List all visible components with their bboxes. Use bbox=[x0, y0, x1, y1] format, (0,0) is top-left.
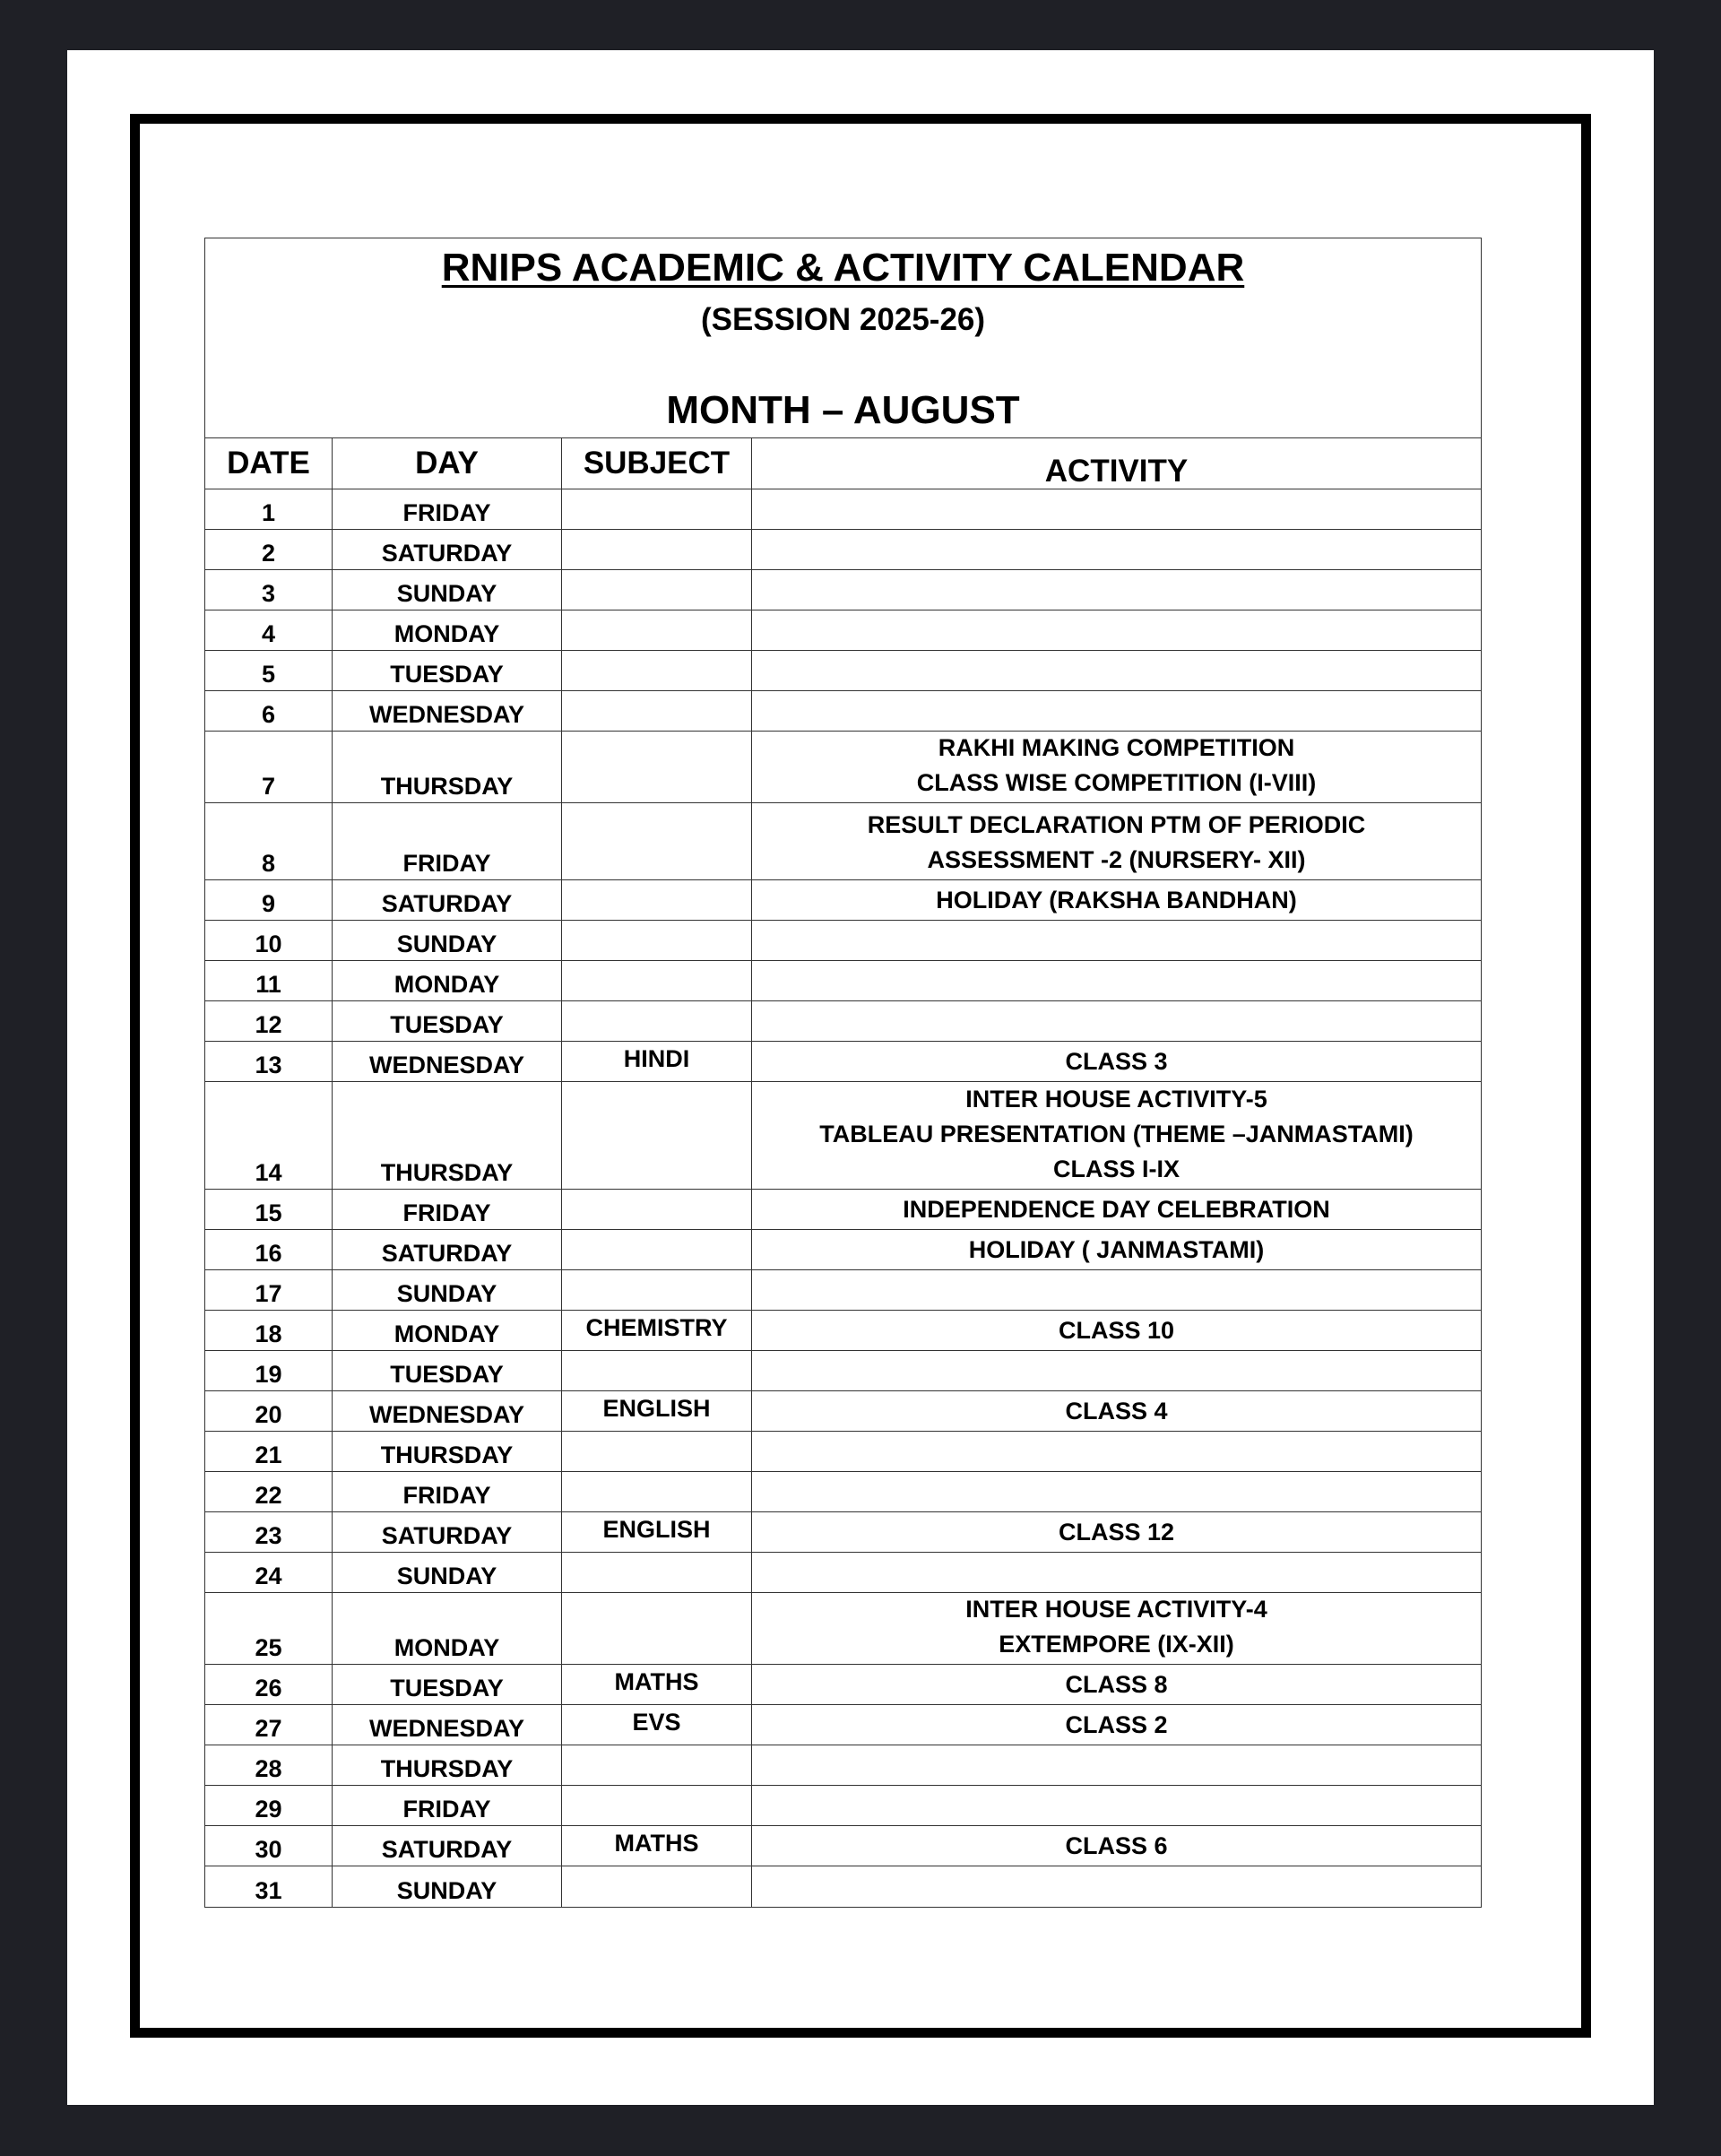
activity-cell bbox=[752, 1553, 1481, 1592]
table-row bbox=[205, 1351, 1481, 1391]
column-header-day: DAY bbox=[333, 438, 562, 489]
subject-cell bbox=[562, 1270, 752, 1310]
day-cell: TUESDAY bbox=[333, 651, 562, 690]
subject-cell bbox=[562, 489, 752, 529]
date-cell: 5 bbox=[205, 651, 333, 690]
activity-cell bbox=[752, 1311, 1481, 1350]
activity-line: CLASS 4 bbox=[1065, 1398, 1168, 1424]
table-row bbox=[205, 1553, 1481, 1593]
activity-cell bbox=[752, 1190, 1481, 1229]
day-cell: SUNDAY bbox=[333, 1866, 562, 1907]
activity-line: EXTEMPORE (IX-XII) bbox=[999, 1631, 1234, 1658]
column-header-activity: ACTIVITY bbox=[1044, 454, 1189, 489]
table-row bbox=[205, 921, 1481, 961]
calendar-table bbox=[204, 238, 1482, 1908]
day-cell: WEDNESDAY bbox=[333, 1042, 562, 1081]
subject-cell bbox=[562, 570, 752, 610]
date-cell: 23 bbox=[205, 1512, 333, 1552]
table-row bbox=[205, 1230, 1481, 1270]
table-row bbox=[205, 530, 1481, 570]
day-cell: WEDNESDAY bbox=[333, 1705, 562, 1745]
activity-line: CLASS 3 bbox=[1065, 1048, 1168, 1075]
activity-cell bbox=[752, 651, 1481, 690]
activity-cell bbox=[752, 1512, 1481, 1552]
subject-cell bbox=[562, 803, 752, 879]
date-cell: 30 bbox=[205, 1826, 333, 1866]
subject-cell: MATHS bbox=[562, 1665, 752, 1704]
activity-cell bbox=[752, 732, 1481, 802]
table-row bbox=[205, 1270, 1481, 1311]
date-cell: 14 bbox=[205, 1082, 333, 1189]
date-cell: 8 bbox=[205, 803, 333, 879]
date-cell: 15 bbox=[205, 1190, 333, 1229]
day-cell: MONDAY bbox=[333, 1311, 562, 1350]
day-cell: MONDAY bbox=[333, 961, 562, 1000]
activity-line: CLASS 8 bbox=[1065, 1671, 1168, 1698]
table-row bbox=[205, 880, 1481, 921]
activity-line: CLASS I-IX bbox=[1052, 1156, 1180, 1182]
subject-cell bbox=[562, 691, 752, 731]
subject-cell bbox=[562, 651, 752, 690]
activity-line: CLASS WISE COMPETITION (I-VIII) bbox=[916, 769, 1317, 796]
subject-cell: EVS bbox=[562, 1705, 752, 1745]
day-cell: SATURDAY bbox=[333, 1512, 562, 1552]
day-cell: THURSDAY bbox=[333, 732, 562, 802]
date-cell: 3 bbox=[205, 570, 333, 610]
date-cell: 2 bbox=[205, 530, 333, 569]
day-cell: TUESDAY bbox=[333, 1665, 562, 1704]
activity-cell bbox=[752, 570, 1481, 610]
date-cell: 20 bbox=[205, 1391, 333, 1431]
activity-cell bbox=[752, 1391, 1481, 1431]
activity-cell bbox=[752, 1745, 1481, 1785]
activity-cell bbox=[752, 1432, 1481, 1471]
date-cell: 27 bbox=[205, 1705, 333, 1745]
day-cell: SATURDAY bbox=[333, 1826, 562, 1866]
table-row bbox=[205, 1866, 1481, 1907]
table-row bbox=[205, 1190, 1481, 1230]
table-row bbox=[205, 1432, 1481, 1472]
day-cell: WEDNESDAY bbox=[333, 691, 562, 731]
subject-cell bbox=[562, 1001, 752, 1041]
date-cell: 13 bbox=[205, 1042, 333, 1081]
table-row bbox=[205, 1665, 1481, 1705]
day-cell: TUESDAY bbox=[333, 1001, 562, 1041]
activity-line: CLASS 12 bbox=[1058, 1519, 1175, 1546]
table-header-row bbox=[205, 438, 1481, 489]
day-cell: FRIDAY bbox=[333, 489, 562, 529]
day-cell: THURSDAY bbox=[333, 1432, 562, 1471]
table-row bbox=[205, 651, 1481, 691]
subject-cell bbox=[562, 530, 752, 569]
activity-cell bbox=[752, 1270, 1481, 1310]
day-cell: FRIDAY bbox=[333, 1190, 562, 1229]
date-cell: 6 bbox=[205, 691, 333, 731]
table-body bbox=[205, 489, 1481, 1907]
date-cell: 18 bbox=[205, 1311, 333, 1350]
activity-line: RAKHI MAKING COMPETITION bbox=[938, 734, 1295, 761]
date-cell: 1 bbox=[205, 489, 333, 529]
column-header-date: DATE bbox=[205, 438, 333, 489]
subject-cell: ENGLISH bbox=[562, 1391, 752, 1431]
activity-cell bbox=[752, 1042, 1481, 1081]
table-row bbox=[205, 691, 1481, 732]
month-label: MONTH – AUGUST bbox=[666, 388, 1020, 432]
activity-cell bbox=[752, 921, 1481, 960]
activity-line: HOLIDAY ( JANMASTAMI) bbox=[968, 1236, 1265, 1263]
subject-cell: HINDI bbox=[562, 1042, 752, 1081]
table-row bbox=[205, 1472, 1481, 1512]
subject-cell bbox=[562, 921, 752, 960]
date-cell: 7 bbox=[205, 732, 333, 802]
activity-line: INTER HOUSE ACTIVITY-4 bbox=[965, 1596, 1267, 1623]
table-row bbox=[205, 1082, 1481, 1190]
subject-cell bbox=[562, 880, 752, 920]
activity-cell bbox=[752, 961, 1481, 1000]
day-cell: FRIDAY bbox=[333, 1472, 562, 1511]
day-cell: MONDAY bbox=[333, 610, 562, 650]
activity-cell bbox=[752, 610, 1481, 650]
table-row bbox=[205, 1705, 1481, 1745]
table-row bbox=[205, 732, 1481, 803]
day-cell: SUNDAY bbox=[333, 921, 562, 960]
activity-cell bbox=[752, 1593, 1481, 1664]
day-cell: THURSDAY bbox=[333, 1082, 562, 1189]
activity-cell bbox=[752, 1826, 1481, 1866]
date-cell: 4 bbox=[205, 610, 333, 650]
activity-line: CLASS 10 bbox=[1058, 1317, 1175, 1344]
date-cell: 17 bbox=[205, 1270, 333, 1310]
date-cell: 28 bbox=[205, 1745, 333, 1785]
subject-cell bbox=[562, 1230, 752, 1269]
session-label: (SESSION 2025-26) bbox=[700, 302, 986, 337]
date-cell: 31 bbox=[205, 1866, 333, 1907]
activity-line: INTER HOUSE ACTIVITY-5 bbox=[965, 1086, 1267, 1113]
activity-cell bbox=[752, 1001, 1481, 1041]
activity-line: HOLIDAY (RAKSHA BANDHAN) bbox=[936, 887, 1297, 913]
activity-cell bbox=[752, 1230, 1481, 1269]
date-cell: 19 bbox=[205, 1351, 333, 1390]
day-cell: THURSDAY bbox=[333, 1745, 562, 1785]
activity-line: ASSESSMENT -2 (NURSERY- XII) bbox=[927, 846, 1306, 873]
table-row bbox=[205, 1745, 1481, 1786]
activity-cell bbox=[752, 1351, 1481, 1390]
subject-cell bbox=[562, 1472, 752, 1511]
date-cell: 25 bbox=[205, 1593, 333, 1664]
day-cell: WEDNESDAY bbox=[333, 1391, 562, 1431]
table-row bbox=[205, 1512, 1481, 1553]
activity-line: CLASS 6 bbox=[1065, 1832, 1168, 1859]
day-cell: SUNDAY bbox=[333, 1270, 562, 1310]
subject-cell bbox=[562, 961, 752, 1000]
subject-cell: CHEMISTRY bbox=[562, 1311, 752, 1350]
day-cell: SATURDAY bbox=[333, 880, 562, 920]
subject-cell bbox=[562, 732, 752, 802]
activity-line: RESULT DECLARATION PTM OF PERIODIC bbox=[867, 811, 1366, 838]
date-cell: 26 bbox=[205, 1665, 333, 1704]
subject-cell bbox=[562, 1745, 752, 1785]
table-row bbox=[205, 961, 1481, 1001]
subject-cell bbox=[562, 1190, 752, 1229]
date-cell: 16 bbox=[205, 1230, 333, 1269]
table-row bbox=[205, 803, 1481, 880]
day-cell: SUNDAY bbox=[333, 1553, 562, 1592]
subject-cell: MATHS bbox=[562, 1826, 752, 1866]
activity-line: INDEPENDENCE DAY CELEBRATION bbox=[903, 1196, 1330, 1223]
activity-line: TABLEAU PRESENTATION (THEME –JANMASTAMI) bbox=[819, 1121, 1414, 1147]
table-row bbox=[205, 1786, 1481, 1826]
date-cell: 9 bbox=[205, 880, 333, 920]
page-title: RNIPS ACADEMIC & ACTIVITY CALENDAR bbox=[441, 246, 1245, 290]
day-cell: TUESDAY bbox=[333, 1351, 562, 1390]
subject-cell bbox=[562, 1432, 752, 1471]
table-row bbox=[205, 1042, 1481, 1082]
activity-line: CLASS 2 bbox=[1065, 1711, 1168, 1738]
activity-cell bbox=[752, 1866, 1481, 1907]
table-row bbox=[205, 1826, 1481, 1866]
subject-cell bbox=[562, 1593, 752, 1664]
activity-cell bbox=[752, 880, 1481, 920]
activity-cell bbox=[752, 803, 1481, 879]
activity-cell bbox=[752, 1665, 1481, 1704]
day-cell: FRIDAY bbox=[333, 1786, 562, 1825]
table-row bbox=[205, 489, 1481, 530]
day-cell: SUNDAY bbox=[333, 570, 562, 610]
subject-cell bbox=[562, 1786, 752, 1825]
table-row bbox=[205, 610, 1481, 651]
column-header-subject: SUBJECT bbox=[562, 438, 752, 489]
calendar-header bbox=[205, 238, 1481, 438]
activity-cell bbox=[752, 1472, 1481, 1511]
day-cell: SATURDAY bbox=[333, 530, 562, 569]
date-cell: 21 bbox=[205, 1432, 333, 1471]
subject-cell bbox=[562, 1082, 752, 1189]
activity-cell bbox=[752, 1082, 1481, 1189]
activity-cell bbox=[752, 530, 1481, 569]
table-row bbox=[205, 1311, 1481, 1351]
document-page bbox=[67, 50, 1654, 2105]
activity-cell bbox=[752, 489, 1481, 529]
subject-cell bbox=[562, 1553, 752, 1592]
day-cell: FRIDAY bbox=[333, 803, 562, 879]
date-cell: 29 bbox=[205, 1786, 333, 1825]
date-cell: 22 bbox=[205, 1472, 333, 1511]
activity-cell bbox=[752, 1705, 1481, 1745]
activity-cell bbox=[752, 691, 1481, 731]
table-row bbox=[205, 1391, 1481, 1432]
subject-cell bbox=[562, 610, 752, 650]
date-cell: 10 bbox=[205, 921, 333, 960]
date-cell: 12 bbox=[205, 1001, 333, 1041]
subject-cell bbox=[562, 1866, 752, 1907]
table-row bbox=[205, 570, 1481, 610]
date-cell: 11 bbox=[205, 961, 333, 1000]
table-row bbox=[205, 1593, 1481, 1665]
subject-cell: ENGLISH bbox=[562, 1512, 752, 1552]
date-cell: 24 bbox=[205, 1553, 333, 1592]
activity-cell bbox=[752, 1786, 1481, 1825]
day-cell: MONDAY bbox=[333, 1593, 562, 1664]
subject-cell bbox=[562, 1351, 752, 1390]
table-row bbox=[205, 1001, 1481, 1042]
day-cell: SATURDAY bbox=[333, 1230, 562, 1269]
